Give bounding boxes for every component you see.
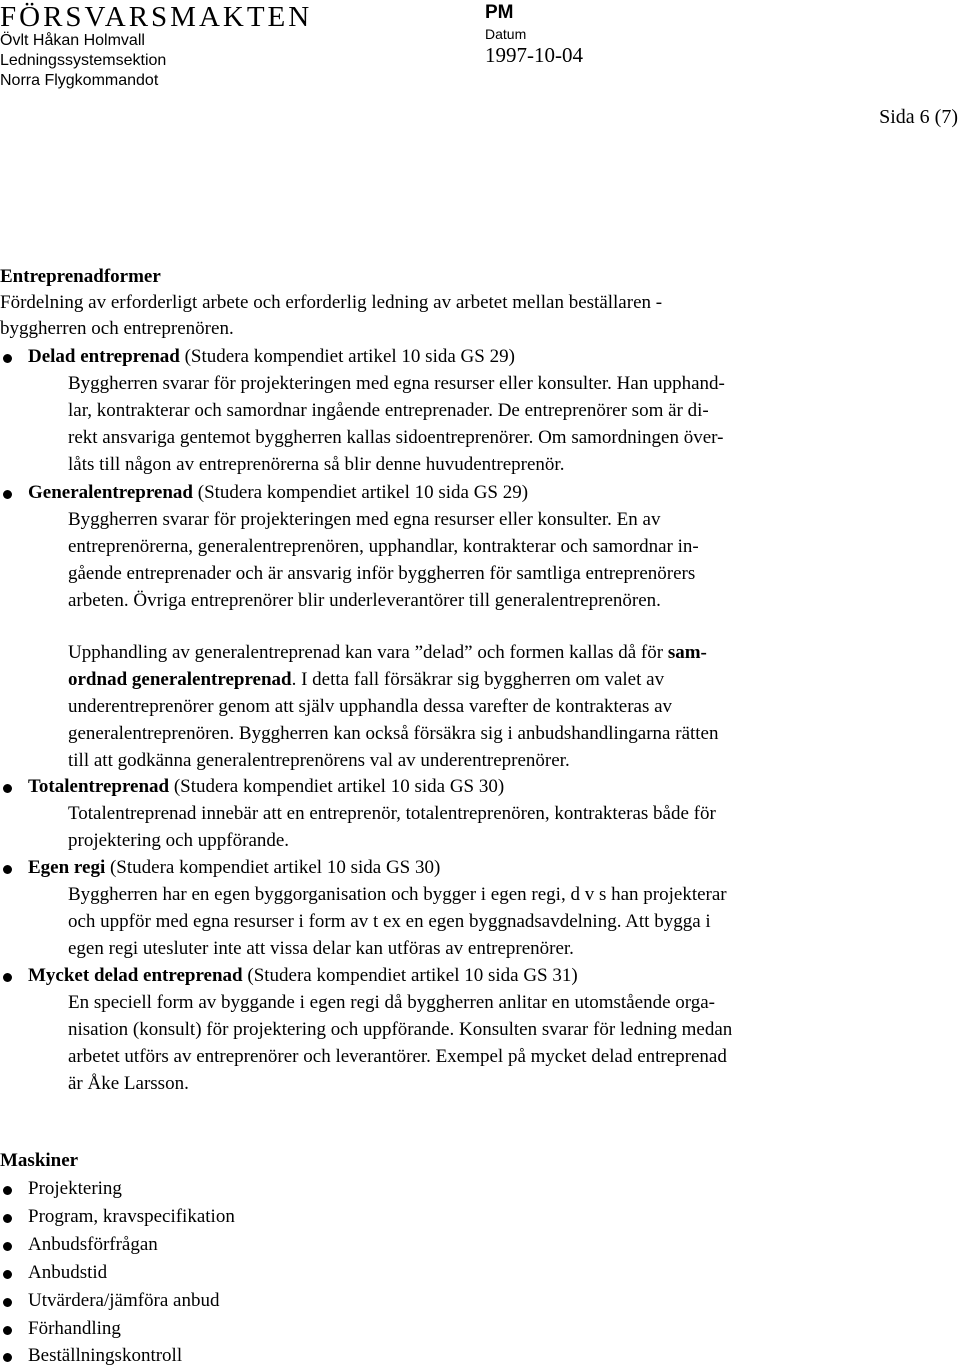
text-line: låts till någon av entreprenörerna så blir denne huvudentreprenör. — [68, 454, 565, 475]
text-line: Byggherren har en egen byggorganisation och bygger i egen regi, d v s han projekterar — [68, 884, 727, 905]
text-line: nisation (konsult) för projektering och uppförande. Konsulten svarar för ledning medan — [68, 1019, 733, 1040]
text-line: underentreprenörer genom att själv upphandla dessa varefter de kontrakteras av — [68, 696, 673, 717]
document-type: PM — [485, 2, 514, 23]
sender-block — [0, 31, 166, 91]
text-line: generalentreprenören. Byggherren kan också försäkra sig i anbudshandlingarna rätten — [68, 723, 719, 744]
text-line: ordnad generalentreprenad. I detta fall försäkrar sig byggherren om valet av — [68, 669, 665, 690]
bullet-icon — [3, 1214, 12, 1223]
bullet-icon — [3, 865, 12, 874]
text-line: rekt ansvariga gentemot byggherren kallas sidoentreprenörer. Om samordningen över- — [68, 427, 724, 448]
command-name: Norra Flygkommandot — [0, 72, 159, 89]
item-heading-delad: Delad entreprenad (Studera kompendiet artikel 10 sida GS 29) — [28, 346, 515, 367]
document-date: 1997-10-04 — [485, 43, 583, 67]
text-line: En speciell form av byggande i egen regi då byggherren anlitar en utomstående orga- — [68, 992, 715, 1013]
text-line: är Åke Larsson. — [68, 1073, 189, 1094]
text-line: Totalentreprenad innebär att en entreprenör, totalentreprenören, kontrakteras både för — [68, 803, 716, 824]
bullet-icon — [3, 1326, 12, 1335]
text-line: lar, kontrakterar och samordnar ingående entreprenader. De entreprenörer som är di- — [68, 400, 709, 421]
section-title-entreprenadformer: Entreprenadformer — [0, 266, 161, 287]
list-item: Anbudstid — [28, 1262, 108, 1283]
text-line: egen regi utesluter inte att vissa delar kan utföras av entreprenörer. — [68, 938, 574, 959]
section-title-maskiner: Maskiner — [0, 1150, 79, 1171]
item-heading-totalentreprenad: Totalentreprenad (Studera kompendiet artikel 10 sida GS 30) — [28, 776, 505, 797]
list-item: Förhandling — [28, 1318, 121, 1339]
author-name: Övlt Håkan Holmvall — [0, 32, 145, 49]
text-line: arbetet utförs av entreprenörer och leverantörer. Exempel på mycket delad entreprenad — [68, 1046, 727, 1067]
bullet-icon — [3, 973, 12, 982]
date-label: Datum — [485, 26, 527, 42]
bullet-icon — [3, 354, 12, 363]
bullet-icon — [3, 1270, 12, 1279]
organization-name: FÖRSVARSMAKTEN — [0, 1, 313, 33]
text-line: arbeten. Övriga entreprenörer blir underleverantörer till generalentreprenören. — [68, 590, 661, 611]
text-line: Upphandling av generalentreprenad kan vara ”delad” och formen kallas då för sam- — [68, 642, 707, 663]
page-number: Sida 6 (7) — [879, 106, 958, 128]
bullet-icon — [3, 1298, 12, 1307]
text-line: projektering och uppförande. — [68, 830, 290, 851]
item-heading-mycket-delad: Mycket delad entreprenad (Studera kompendiet artikel 10 sida GS 31) — [28, 965, 578, 986]
intro-line-1: Fördelning av erforderligt arbete och erforderlig ledning av arbetet mellan beställaren - — [0, 292, 663, 313]
bullet-icon — [3, 1186, 12, 1195]
department-name: Ledningssystemsektion — [0, 52, 167, 69]
list-item: Program, kravspecifikation — [28, 1206, 235, 1227]
list-item: Utvärdera/jämföra anbud — [28, 1290, 220, 1311]
text-line: och uppför med egna resurser i form av t ex en egen byggnadsavdelning. Att bygga i — [68, 911, 711, 932]
list-item: Anbudsförfrågan — [28, 1234, 158, 1255]
text-line: entreprenörerna, generalentreprenören, upphandlar, kontrakterar och samordnar in- — [68, 536, 699, 557]
bullet-icon — [3, 784, 12, 793]
bullet-icon — [3, 1242, 12, 1251]
text-line: gående entreprenader och är ansvarig inför byggherren för samtliga entreprenörers — [68, 563, 696, 584]
intro-line-2: byggherren och entreprenören. — [0, 318, 234, 339]
text-line: Byggherren svarar för projekteringen med egna resurser eller konsulter. En av — [68, 509, 661, 530]
bullet-icon — [3, 1353, 12, 1362]
bullet-icon — [3, 490, 12, 499]
document-meta — [485, 0, 583, 68]
item-heading-egen-regi: Egen regi (Studera kompendiet artikel 10 sida GS 30) — [28, 857, 441, 878]
item-heading-generalentreprenad: Generalentreprenad (Studera kompendiet artikel 10 sida GS 29) — [28, 482, 529, 503]
list-item: Projektering — [28, 1178, 122, 1199]
text-line: till att godkänna generalentreprenörens val av underentreprenörer. — [68, 750, 570, 771]
list-item: Beställningskontroll — [28, 1345, 183, 1366]
text-line: Byggherren svarar för projekteringen med egna resurser eller konsulter. Han upphand- — [68, 373, 725, 394]
